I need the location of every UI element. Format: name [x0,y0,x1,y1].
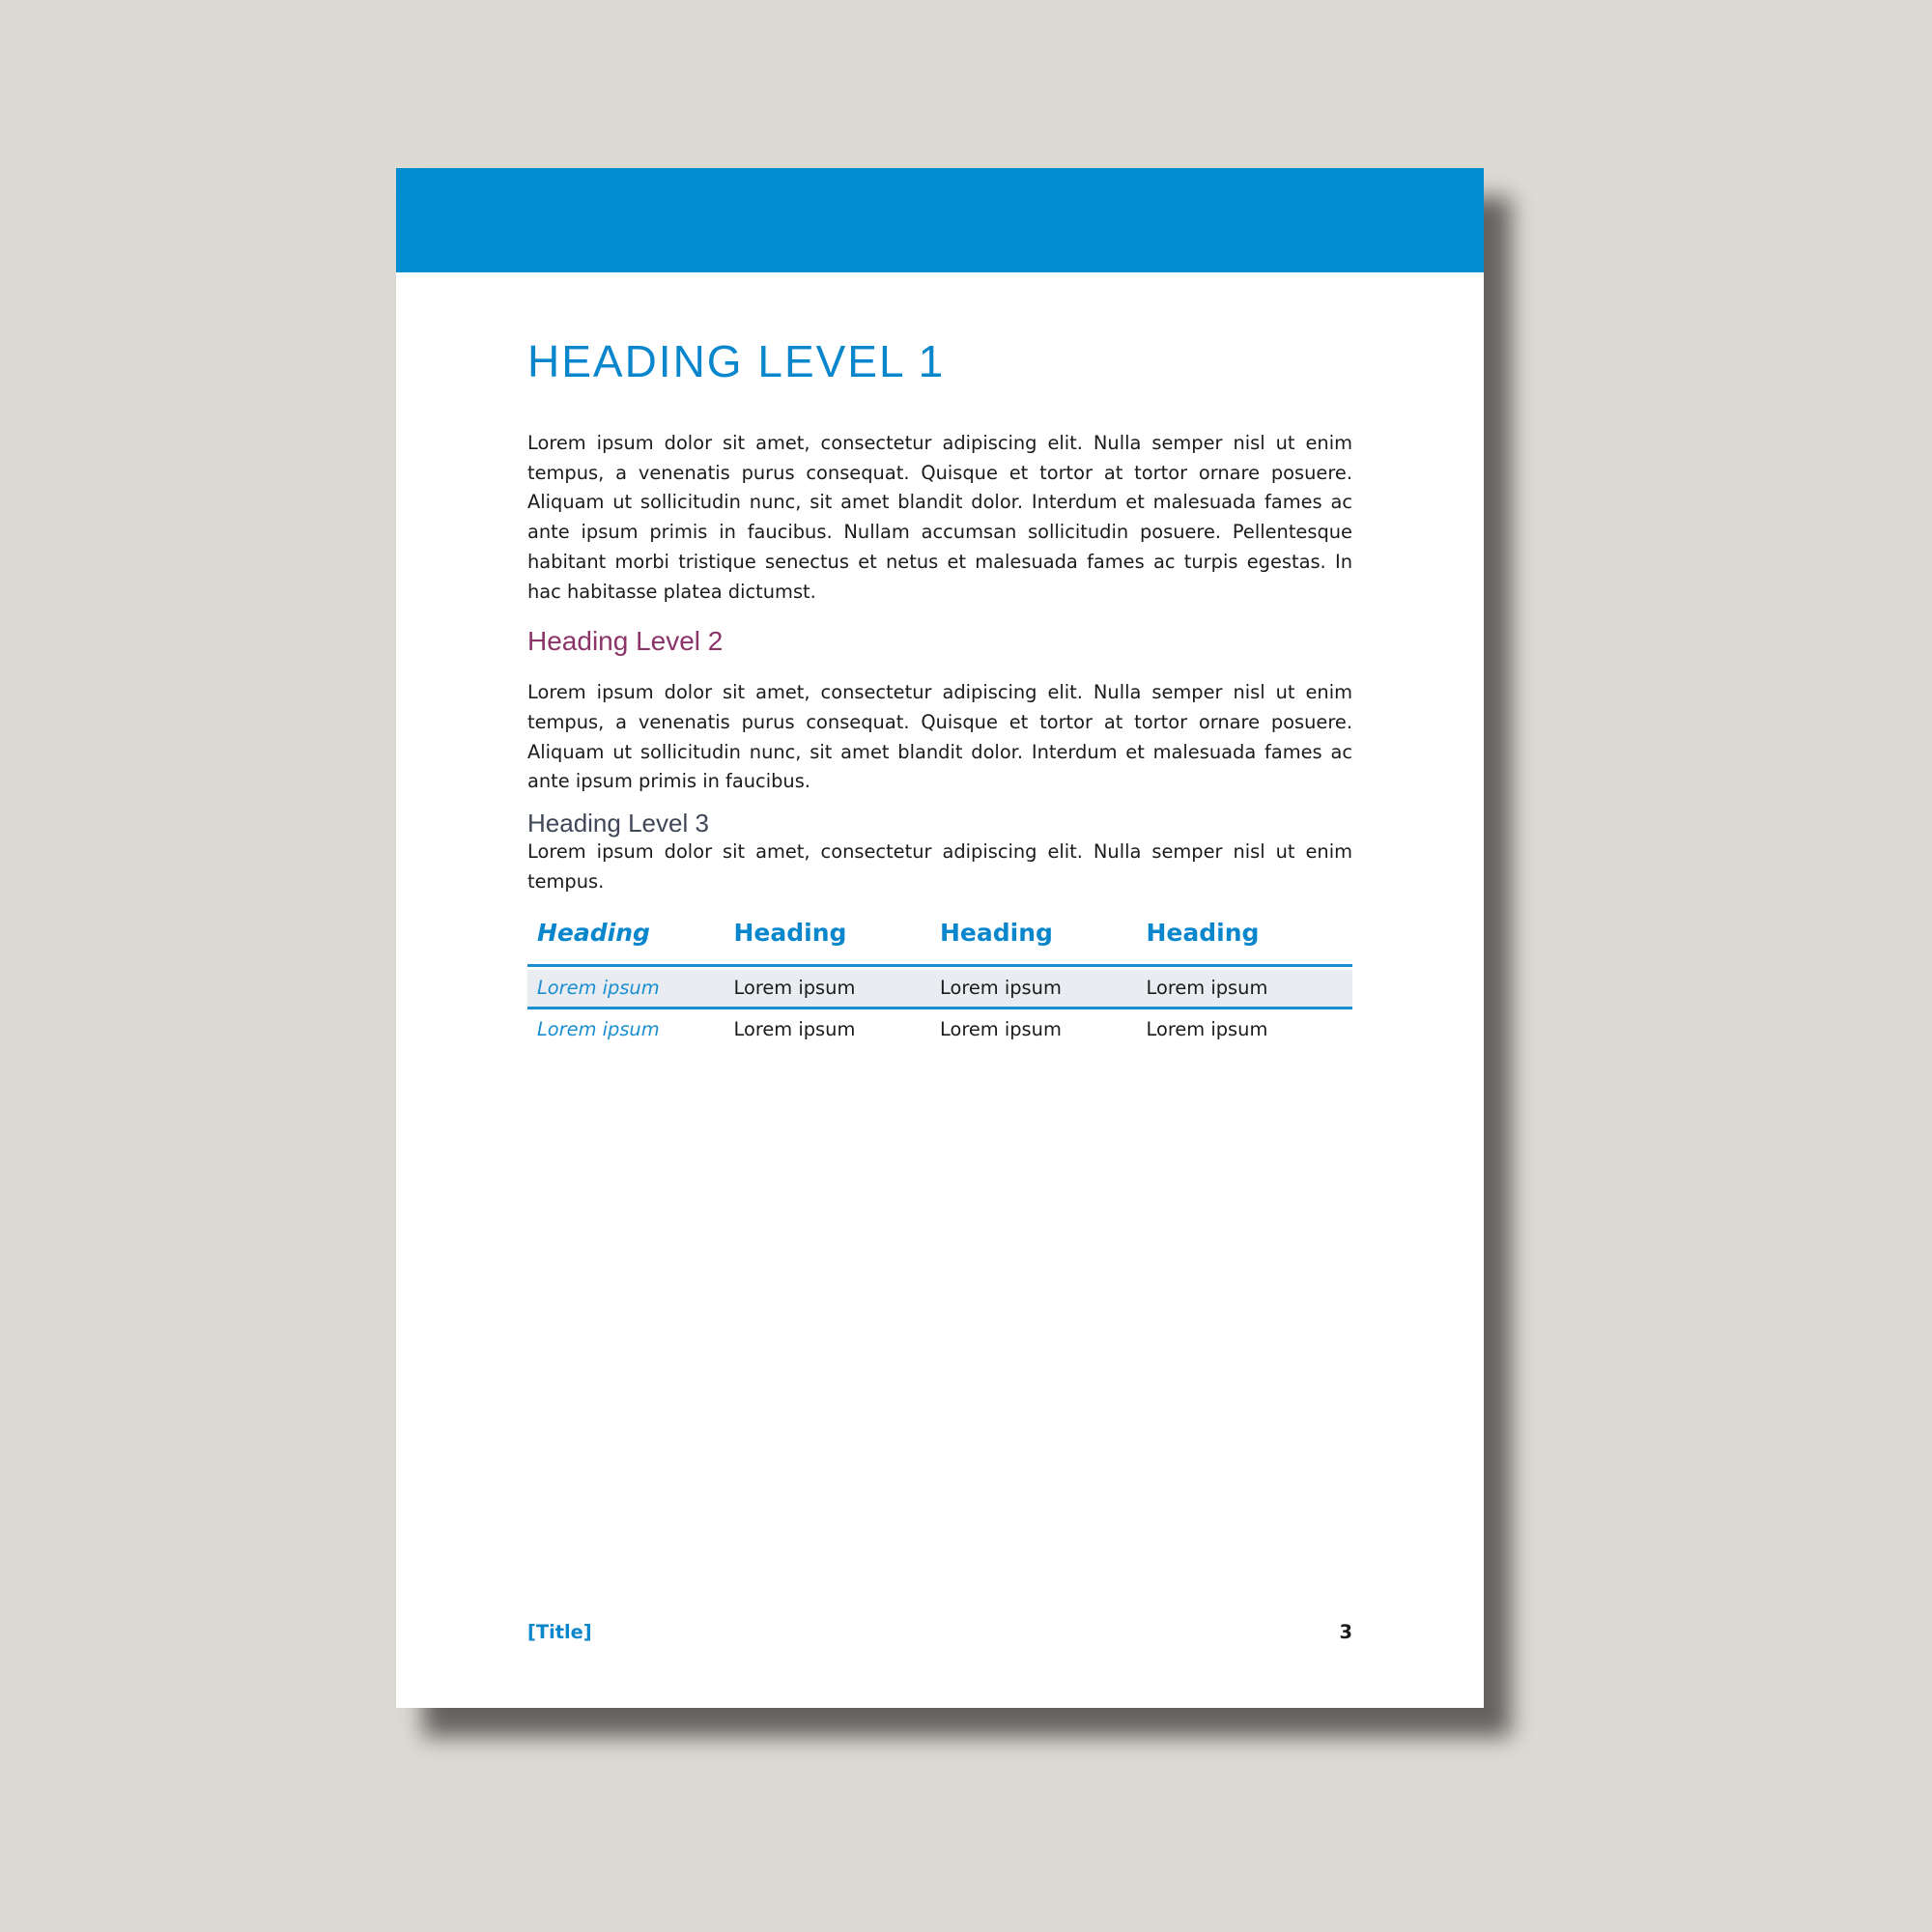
paragraph-3: Lorem ipsum dolor sit amet, consectetur adipiscing elit. Nulla semper nisl ut enim tempus. [527,840,1352,893]
page-footer [527,1617,1352,1646]
header-band [396,168,1484,272]
table-header-cell: Heading [1146,919,1260,948]
table-cell: Lorem ipsum [1146,1018,1268,1041]
heading-level-3: Heading Level 3 [527,809,709,838]
table-cell: Lorem ipsum [940,1018,1062,1041]
table-cell: Lorem ipsum [537,1018,660,1041]
table-header-cell: Heading [940,919,1053,948]
table-cell: Lorem ipsum [733,977,856,1000]
table-row [527,970,1352,1009]
table-cell: Lorem ipsum [1146,977,1268,1000]
page-content [527,332,1352,1048]
document-page [396,168,1484,1708]
paragraph-2: Lorem ipsum dolor sit amet, consectetur adipiscing elit. Nulla semper nisl ut enim tempus, a venenatis purus consequat. Quisque et tortor at tortor ornare posuere. Aliquam ut sollicitudin nunc, sit amet blandit dolor. Interdum et malesuada fames ac ante ipsum primis in faucibus. [527,681,1352,793]
table-header-cell: Heading [733,919,847,948]
table-row [527,1011,1352,1048]
data-table [527,914,1352,1048]
heading-level-1: HEADING LEVEL 1 [527,336,946,386]
table-cell: Lorem ipsum [733,1018,856,1041]
heading-level-2: Heading Level 2 [527,626,724,657]
table-header-cell: Heading [537,919,650,948]
paragraph-1: Lorem ipsum dolor sit amet, consectetur adipiscing elit. Nulla semper nisl ut enim tempus, a venenatis purus consequat. Quisque et tortor at tortor ornare posuere. Aliquam ut sollicitudin nunc, sit amet blandit dolor. Interdum et malesuada fames ac ante ipsum primis in faucibus. Nullam accumsan sollicitudin posuere. Pellentesque habitant morbi tristique senectus et netus et malesuada fames ac turpis egestas. In hac habitasse platea dictumst. [527,432,1352,603]
table-header-row [527,914,1352,967]
footer-title: [Title] [527,1620,592,1643]
table-cell: Lorem ipsum [940,977,1062,1000]
table-cell: Lorem ipsum [537,977,660,1000]
page-number: 3 [1339,1620,1352,1643]
